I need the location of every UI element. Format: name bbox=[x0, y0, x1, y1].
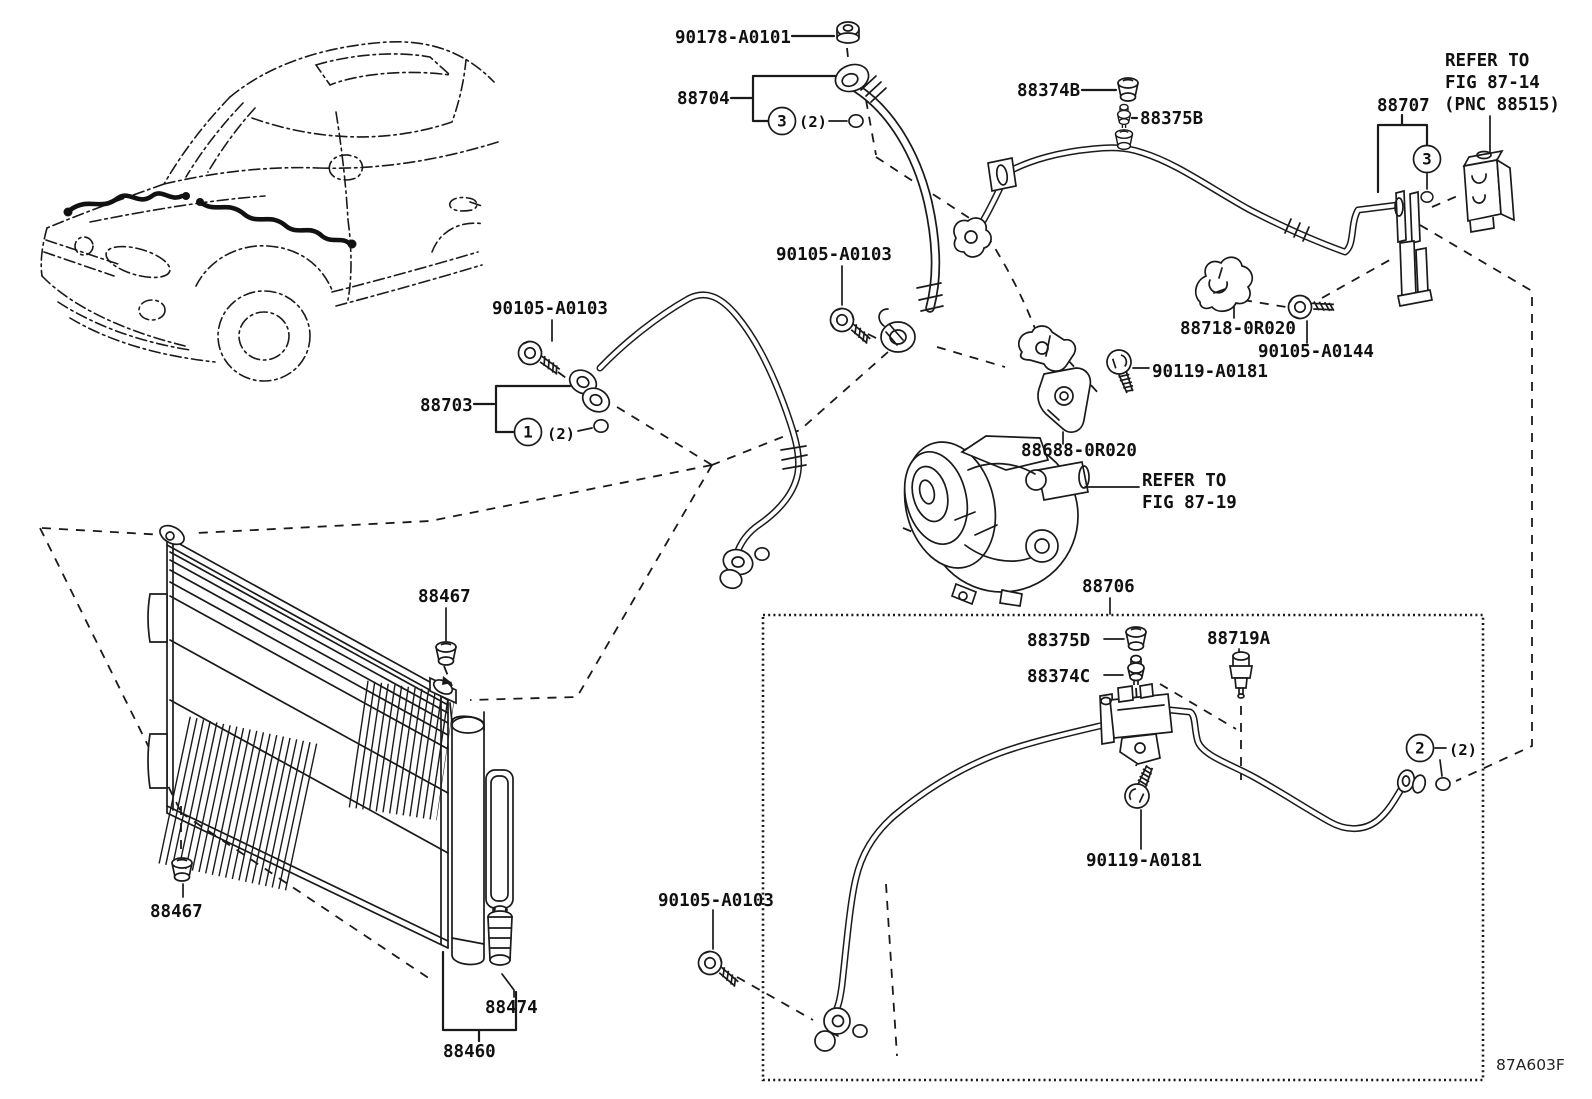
callout-number: 3 bbox=[1422, 149, 1432, 169]
o-ring-icon bbox=[849, 115, 863, 127]
bolt-icon bbox=[1104, 347, 1140, 396]
pipe-end-connector bbox=[815, 1008, 850, 1051]
charge-valve-cap-icon bbox=[1126, 627, 1146, 650]
projection-lines bbox=[40, 48, 1532, 1056]
pipe-union bbox=[565, 365, 613, 416]
bracket-88688 bbox=[1019, 326, 1091, 432]
charge-valve-icon bbox=[1128, 656, 1144, 686]
part-label-88688-0r020: 88688-0R020 bbox=[1021, 441, 1137, 461]
callout-88374c bbox=[1027, 667, 1123, 687]
part-label-88474: 88474 bbox=[485, 998, 538, 1018]
cap-icon bbox=[1118, 78, 1138, 101]
expansion-valve-icon bbox=[1464, 151, 1514, 232]
o-ring-icon bbox=[853, 1025, 867, 1037]
part-label-88707: 88707 bbox=[1377, 96, 1430, 116]
callout-90119-a0181-lower bbox=[1086, 810, 1202, 871]
callout-88375b bbox=[1132, 109, 1203, 129]
callout-88706 bbox=[1082, 577, 1135, 614]
drier-filter bbox=[488, 906, 512, 965]
callout-88704 bbox=[677, 76, 863, 135]
tube-subassembly-88706 bbox=[763, 615, 1483, 1080]
figure-code: 87A603F bbox=[1496, 1056, 1565, 1074]
discharge-hose-88704 bbox=[832, 22, 943, 352]
pipe-cap-icon bbox=[1116, 130, 1133, 150]
part-label-88467: 88467 bbox=[418, 587, 471, 607]
part-label-88467: 88467 bbox=[150, 902, 203, 922]
pipe-joint bbox=[988, 158, 1016, 191]
pipe-end-fitting-right bbox=[1395, 768, 1427, 794]
callout-88719a bbox=[1207, 629, 1271, 652]
note-refer-fig-87-19 bbox=[1085, 471, 1237, 513]
part-label-88706: 88706 bbox=[1082, 577, 1135, 597]
part-label-90119-a0181: 90119-A0181 bbox=[1086, 851, 1202, 871]
bolt-icon bbox=[1121, 762, 1161, 812]
callout-90105-a0103-left bbox=[492, 299, 608, 341]
part-label-90105-a0103: 90105-A0103 bbox=[492, 299, 608, 319]
nut-icon bbox=[837, 22, 859, 43]
quantity-label: (2) bbox=[547, 425, 575, 443]
condenser-bracket bbox=[148, 594, 167, 642]
part-label-88375d: 88375D bbox=[1027, 631, 1091, 651]
condenser-bracket bbox=[148, 734, 167, 788]
part-label-88704: 88704 bbox=[677, 89, 730, 109]
part-label-88374b: 88374B bbox=[1017, 81, 1081, 101]
bolt-icon bbox=[826, 305, 877, 344]
note-line: REFER TO bbox=[1142, 471, 1227, 491]
pipe-flange bbox=[1395, 191, 1432, 306]
part-label-88719a: 88719A bbox=[1207, 629, 1271, 649]
note-line: REFER TO bbox=[1445, 51, 1530, 71]
o-ring-icon bbox=[1421, 192, 1433, 203]
o-ring-icon bbox=[1436, 778, 1450, 790]
callout-90105-a0103-center bbox=[776, 245, 892, 305]
callout-88474 bbox=[485, 974, 538, 1018]
callout-number: 2 bbox=[1415, 738, 1425, 758]
hose-grommet bbox=[879, 309, 915, 352]
part-label-88718-0r020: 88718-0R020 bbox=[1180, 319, 1296, 339]
callout-88703 bbox=[420, 386, 608, 446]
callout-88707 bbox=[1377, 96, 1441, 202]
part-label-90119-a0181: 90119-A0181 bbox=[1152, 362, 1268, 382]
callout-88374b bbox=[1017, 81, 1116, 101]
callout-90119-a0181-upper bbox=[1133, 362, 1268, 382]
callout-90178-a0101 bbox=[675, 28, 834, 48]
o-ring-icon bbox=[594, 420, 608, 432]
part-label-90178-a0101: 90178-A0101 bbox=[675, 28, 791, 48]
vehicle-sketch bbox=[41, 42, 498, 381]
callout-circle-2-group bbox=[1407, 735, 1478, 777]
hose-fitting bbox=[832, 60, 886, 102]
cap-icon bbox=[436, 642, 456, 665]
callout-88467-top bbox=[418, 587, 471, 641]
part-label-88374c: 88374C bbox=[1027, 667, 1091, 687]
bolt-icon bbox=[694, 948, 745, 987]
pressure-switch-icon bbox=[1230, 652, 1252, 698]
callout-88467-bottom bbox=[150, 884, 203, 922]
part-label-88703: 88703 bbox=[420, 396, 473, 416]
note-line: FIG 87-19 bbox=[1142, 493, 1237, 513]
callout-number: 3 bbox=[777, 111, 787, 131]
callout-88718-0r020 bbox=[1180, 306, 1296, 339]
note-refer-fig-87-14 bbox=[1444, 51, 1560, 152]
part-label-90105-a0103: 90105-A0103 bbox=[776, 245, 892, 265]
callout-88375d bbox=[1027, 631, 1124, 651]
engine-bay-ac-lines bbox=[64, 192, 357, 249]
part-label-88460: 88460 bbox=[443, 1042, 496, 1062]
part-label-90105-a0144: 90105-A0144 bbox=[1258, 342, 1374, 362]
quantity-label: (2) bbox=[1449, 741, 1477, 759]
bolt-icon bbox=[515, 339, 565, 375]
cap-icon bbox=[172, 858, 192, 881]
part-label-90105-a0103: 90105-A0103 bbox=[658, 891, 774, 911]
pipe-clamp-88718 bbox=[1196, 257, 1253, 311]
valve-icon bbox=[1118, 104, 1131, 128]
quantity-label: (2) bbox=[799, 113, 827, 131]
callout-88688-0r020 bbox=[1021, 432, 1137, 461]
pipe-bracket bbox=[954, 218, 991, 257]
callout-number: 1 bbox=[523, 422, 533, 442]
pipe-end-fitting bbox=[718, 546, 757, 592]
condenser-fins bbox=[174, 744, 446, 818]
liquid-pipe-88703 bbox=[565, 295, 807, 591]
part-label-88375b: 88375B bbox=[1140, 109, 1204, 129]
o-ring-icon bbox=[755, 548, 769, 560]
callout-90105-a0103-bottom bbox=[658, 891, 774, 949]
note-line: FIG 87-14 bbox=[1445, 73, 1540, 93]
note-line: (PNC 88515) bbox=[1444, 95, 1560, 115]
